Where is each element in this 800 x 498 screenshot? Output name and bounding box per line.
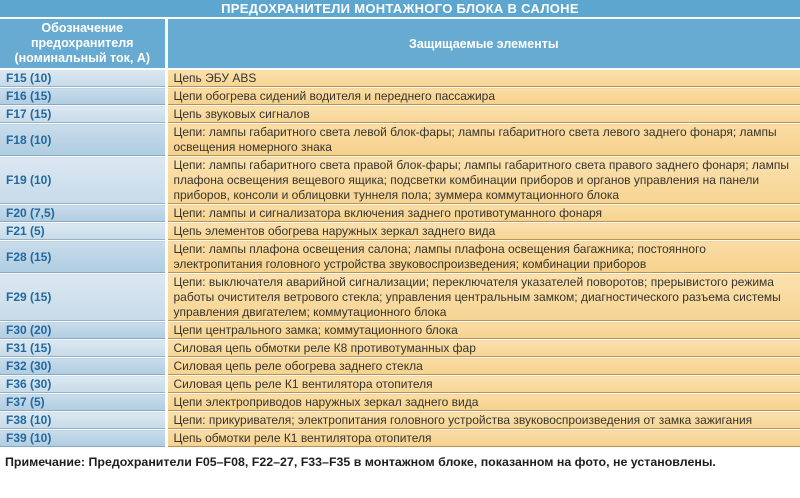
table-row — [0, 274, 800, 322]
fuse-code-cell: F28 (15) — [0, 241, 166, 274]
table-row — [0, 223, 800, 241]
protected-elements-cell: Цепи: выключателя аварийной сигнализации; переключателя указателей поворотов; прерывистого режима работы очистителя ветрового стекла; управления центральным замком; диагностического разъема системы управления двигателем; коммутационного блока — [166, 274, 800, 322]
fuse-table-header — [0, 19, 800, 69]
protected-elements-cell: Силовая цепь обмотки реле К8 противотуманных фар — [166, 340, 800, 358]
fuse-code-cell: F17 (15) — [0, 106, 166, 124]
table-row — [0, 88, 800, 106]
header-fuse-designation: Обозначение предохранителя (номинальный ток, А) — [0, 19, 166, 69]
header-row — [0, 19, 800, 69]
table-row — [0, 322, 800, 340]
header-protected-elements: Защищаемые элементы — [166, 19, 800, 69]
protected-elements-cell: Цепь звуковых сигналов — [166, 106, 800, 124]
table-row — [0, 157, 800, 205]
protected-elements-cell: Цепь элементов обогрева наружных зеркал заднего вида — [166, 223, 800, 241]
protected-elements-cell: Цепи электроприводов наружных зеркал заднего вида — [166, 394, 800, 412]
fuse-code-cell: F32 (30) — [0, 358, 166, 376]
page-title: ПРЕДОХРАНИТЕЛИ МОНТАЖНОГО БЛОКА В САЛОНЕ — [0, 0, 800, 19]
protected-elements-cell: Цепи: лампы габаритного света левой блок-фары; лампы габаритного света левого заднего фонаря; лампы освещения номерного знака — [166, 124, 800, 157]
table-row — [0, 241, 800, 274]
protected-elements-cell: Силовая цепь реле К1 вентилятора отопителя — [166, 376, 800, 394]
table-row — [0, 124, 800, 157]
fuse-code-cell: F36 (30) — [0, 376, 166, 394]
fuse-table-body — [0, 69, 800, 448]
protected-elements-cell: Цепь ЭБУ ABS — [166, 69, 800, 88]
table-row — [0, 205, 800, 223]
fuse-code-cell: F31 (15) — [0, 340, 166, 358]
fuse-code-cell: F30 (20) — [0, 322, 166, 340]
protected-elements-cell: Цепи: прикуривателя; электропитания головного устройства звуковоспроизведения от замка зажигания — [166, 412, 800, 430]
table-row — [0, 358, 800, 376]
fuse-code-cell: F16 (15) — [0, 88, 166, 106]
fuse-code-cell: F18 (10) — [0, 124, 166, 157]
fuse-code-cell: F29 (15) — [0, 274, 166, 322]
table-row — [0, 376, 800, 394]
protected-elements-cell: Цепи: лампы и сигнализатора включения заднего противотуманного фонаря — [166, 205, 800, 223]
fuse-code-cell: F19 (10) — [0, 157, 166, 205]
table-row — [0, 412, 800, 430]
protected-elements-cell: Цепи центрального замка; коммутационного блока — [166, 322, 800, 340]
fuse-code-cell: F39 (10) — [0, 430, 166, 448]
fuse-code-cell: F38 (10) — [0, 412, 166, 430]
protected-elements-cell: Цепь обмотки реле К1 вентилятора отопителя — [166, 430, 800, 448]
fuse-table — [0, 19, 800, 448]
protected-elements-cell: Цепи: лампы габаритного света правой блок-фары; лампы габаритного света правого заднего фонаря; лампы плафона освещения вещевого ящика; подсветки комбинации приборов и органов управления на панели приборов, консоли и облицовки туннеля пола; зуммера коммутационного блока — [166, 157, 800, 205]
protected-elements-cell: Цепи обогрева сидений водителя и переднего пассажира — [166, 88, 800, 106]
fuse-code-cell: F37 (5) — [0, 394, 166, 412]
table-row — [0, 430, 800, 448]
table-row — [0, 340, 800, 358]
fuse-code-cell: F15 (10) — [0, 69, 166, 88]
table-row — [0, 394, 800, 412]
protected-elements-cell: Цепи: лампы плафона освещения салона; лампы плафона освещения багажника; постоянного электропитания головного устройства звуковоспроизведения; комбинации приборов — [166, 241, 800, 274]
footnote: Примечание: Предохранители F05–F08, F22–27, F33–F35 в монтажном блоке, показанном на фото, не установлены. — [0, 448, 800, 469]
table-row — [0, 106, 800, 124]
protected-elements-cell: Силовая цепь реле обогрева заднего стекла — [166, 358, 800, 376]
fuse-code-cell: F20 (7,5) — [0, 205, 166, 223]
fuse-code-cell: F21 (5) — [0, 223, 166, 241]
table-row — [0, 69, 800, 88]
